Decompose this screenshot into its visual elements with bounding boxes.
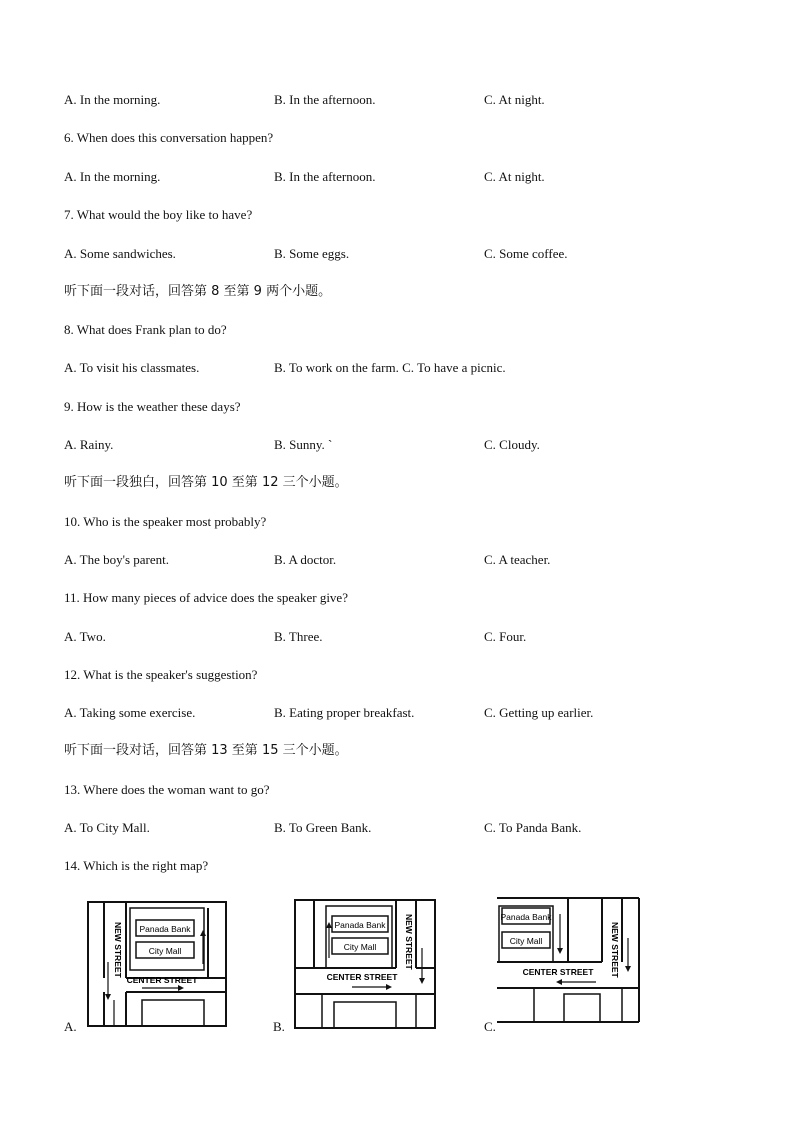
bank-label: Panada Bank [139,924,191,934]
option-c: C. Cloudy. [484,437,540,452]
option-a: A. Some sandwiches. [64,246,176,261]
option-b: B. Sunny. ` [274,437,333,452]
option-b: B. A doctor. [274,552,337,567]
question-11: 11. How many pieces of advice does the speaker give? [64,590,348,605]
map-a [86,898,230,1030]
question-12: 12. What is the speaker's suggestion? [64,667,258,682]
option-c: C. Getting up earlier. [484,705,594,720]
option-b: B. To Green Bank. [274,820,372,835]
option-c: C. Four. [484,629,527,644]
question-7: 7. What would the boy like to have? [64,207,253,222]
option-a: A. Taking some exercise. [64,705,196,720]
option-a: A. To City Mall. [64,820,150,835]
new-street-label: NEW STREET [404,914,414,970]
option-a: A. To visit his classmates. [64,360,200,375]
section-instruction: 听下面一段对话，回答第 8 至第 9 两个小题。 [64,284,332,299]
new-street-label: NEW STREET [113,922,123,978]
option-a: A. Two. [64,629,106,644]
option-a: A. Rainy. [64,437,114,452]
map-c [494,894,642,1026]
map-c-label: C. [484,1019,496,1034]
option-a: A. In the morning. [64,169,161,184]
question-10: 10. Who is the speaker most probably? [64,514,267,529]
section-instruction: 听下面一段对话，回答第 13 至第 15 三个小题。 [64,743,348,758]
center-street-label: CENTER STREET [126,975,198,985]
option-b: B. Some eggs. [274,246,350,261]
option-c: C. A teacher. [484,552,551,567]
option-b: B. In the afternoon. [274,92,376,107]
option-c: C. At night. [484,169,545,184]
option-c: C. Some coffee. [484,246,568,261]
option-b: B. To work on the farm. C. To have a picnic. [274,360,506,375]
map-a-label: A. [64,1019,77,1034]
question-6: 6. When does this conversation happen? [64,130,274,145]
mall-label: City Mall [509,936,543,946]
map-b-label: B. [273,1019,285,1034]
option-a: A. The boy's parent. [64,552,169,567]
question-14: 14. Which is the right map? [64,858,209,873]
section-instruction: 听下面一段独白，回答第 10 至第 12 三个小题。 [64,475,348,490]
center-street-label: CENTER STREET [522,967,594,977]
option-c: C. To Panda Bank. [484,820,582,835]
bank-label: Panada Bank [500,912,552,922]
option-c: C. At night. [484,92,545,107]
question-8: 8. What does Frank plan to do? [64,322,227,337]
mall-label: City Mall [343,942,377,952]
option-b: B. Eating proper breakfast. [274,705,415,720]
map-b [292,896,438,1032]
bank-label: Panada Bank [334,920,386,930]
mall-label: City Mall [148,946,182,956]
option-b: B. Three. [274,629,323,644]
question-13: 13. Where does the woman want to go? [64,782,270,797]
option-b: B. In the afternoon. [274,169,376,184]
option-a: A. In the morning. [64,92,161,107]
new-street-label: NEW STREET [610,922,620,978]
question-9: 9. How is the weather these days? [64,399,241,414]
center-street-label: CENTER STREET [326,972,398,982]
